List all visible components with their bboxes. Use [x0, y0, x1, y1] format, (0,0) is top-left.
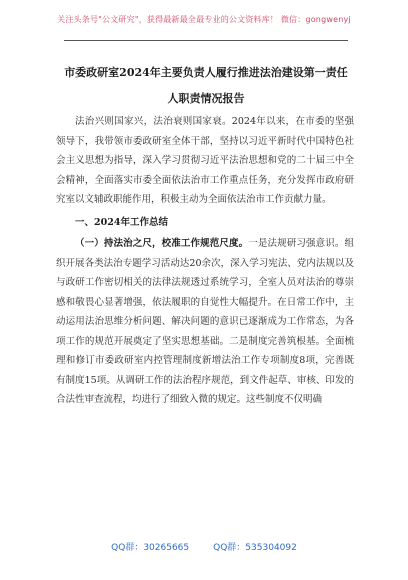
document-title — [56, 60, 356, 112]
promo-banner: 关注头条号"公文研究"，获得最新最全最专业的公文资料库！ 微信：gongwenyj — [57, 15, 351, 24]
footer-contacts — [0, 540, 408, 553]
header-divider — [64, 40, 348, 41]
intro-paragraph: 法治兴则国家兴，法治衰则国家衰。2024年以来，在市委的坚强领导下，我带领市委政研室全体干部，坚持以习近平新时代中国特色社会主义思想为指导，深入学习贯彻习近平法治思想和党的二十届三中全会精神，全面落实市委全面依法治市工作重点任务，充分发挥市政府研究室以文辅政职能作用，积极主动为全面依法治市工作贡献力量。 — [56, 116, 354, 205]
document-body — [56, 112, 354, 410]
subsection-paragraph-1 — [56, 234, 354, 410]
title-line-1: 市委政研室2024年主要负责人履行推进法治建设第一责任 — [64, 66, 348, 79]
qq-group-2: QQ群：535304092 — [213, 543, 297, 553]
section-heading-1: 一、2024年工作总结 — [75, 216, 168, 228]
subsection-heading-1: （一）持法治之尺，校准工作规范尺度。 — [75, 238, 249, 249]
title-line-2: 人职责情况报告 — [167, 92, 245, 105]
subsection-text-1: 一是法规研习强意识。组织开展各类法治专题学习活动达20余次，深入学习宪法、党内法规以及与政研工作密切相关的法律法规透过系统学习，全室人员对法治的尊崇感和敬畏心显著增强，依法履职的自觉性大幅提升。在日常工作中，主动运用法治思维分析问题、解决问题的意识已逐渐成为工作常态，为各项工作的规范开展奠定了坚实思想基础。二是制度完善筑根基。全面梳理和修订市委政研室内控管理制度新增法治工作专项制度8项，完善既有制度15项。从调研工作的法治程序规范，到文件起草、审核、印发的合法性审查流程，均进行了细致入微的规定。这些制度不仅明确 — [56, 238, 354, 405]
qq-group-1: QQ群：30265665 — [111, 543, 190, 553]
